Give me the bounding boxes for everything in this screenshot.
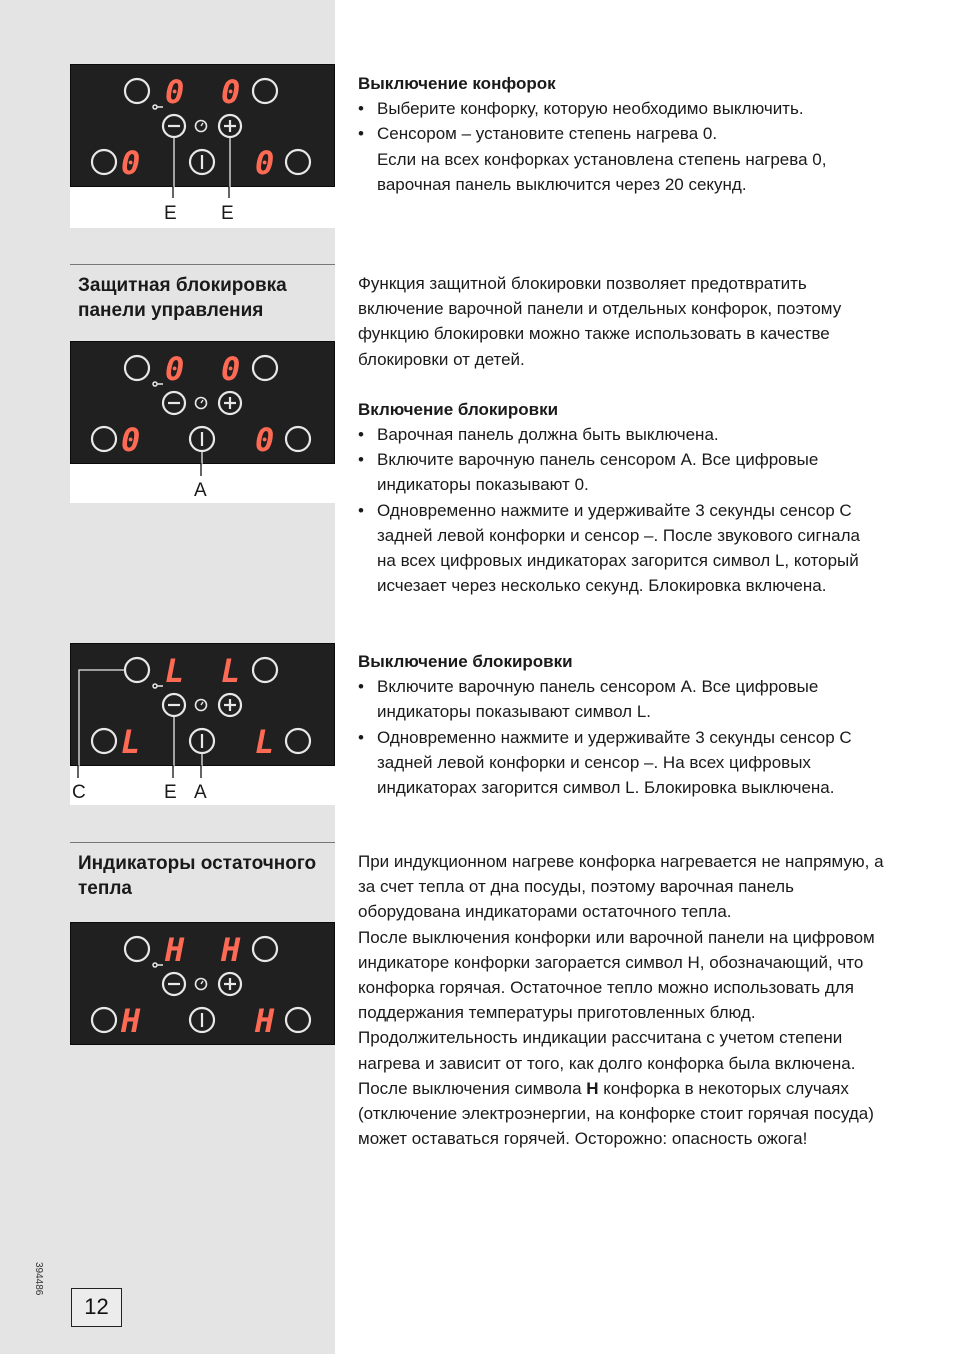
- lock-section-title: Защитная блокировка панели управления: [70, 264, 335, 323]
- callout-e-plus: E: [221, 203, 234, 224]
- lock-section: [358, 271, 898, 598]
- lock-on-bullet: • Варочная панель должна быть выключена.: [358, 422, 898, 447]
- burner-off-bullet: • Выберите конфорку, которую необходимо выключить.: [358, 96, 898, 121]
- digit-front-right: 0: [255, 421, 275, 459]
- residual-p2: После выключения конфорки или варочной панели на цифровом индикаторе конфорки загорается символ H, обозначающий, что конфорка горячая. Остаточное тепло можно использовать для поддержания температуры приготовленных блюд.: [358, 927, 875, 1023]
- residual-p3: Продолжительность индикации рассчитана с учетом степени нагрева и зависит от того, как долго конфорка была включена.: [358, 1028, 856, 1073]
- residual-section: [358, 849, 893, 1151]
- residual-section-title: Индикаторы остаточного тепла: [70, 842, 335, 901]
- digit-back-right: 0: [221, 73, 241, 111]
- digit-front-left: 0: [121, 144, 141, 182]
- lock-off-bullet: • Одновременно нажмите и удерживайте 3 секунды сенсор C задней левой конфорки и сенсор –. На всех цифровых индикаторах загорится символ L. Блокировка выключена.: [358, 725, 877, 801]
- digit-front-left: H: [121, 1002, 141, 1040]
- lock-on-heading: Включение блокировки: [358, 399, 559, 419]
- lock-on-bullet: • Включите варочную панель сенсором A. Все цифровые индикаторы показывают 0.: [358, 447, 857, 497]
- digit-back-left: 0: [165, 350, 185, 388]
- digit-back-right: L: [221, 652, 241, 690]
- digit-front-right: 0: [255, 144, 275, 182]
- burner-off-note: Если на всех конфорках установлена степень нагрева 0, варочная панель выключится через 20 секунд.: [377, 149, 827, 194]
- control-panel-diagram: [70, 341, 335, 464]
- lock-off-heading: Выключение блокировки: [358, 652, 573, 671]
- digit-back-right: H: [221, 931, 241, 969]
- digit-front-right: H: [255, 1002, 275, 1040]
- control-panel-diagram: [70, 643, 335, 766]
- callout-e-minus: E: [164, 203, 177, 224]
- digit-front-left: 0: [121, 421, 141, 459]
- lock-on-bullet: • Одновременно нажмите и удерживайте 3 секунды сенсор C задней левой конфорки и сенсор –. После звукового сигнала на всех цифровых индикаторах загорится символ L, который исчезает через несколько секунд. Блокировка включена.: [358, 498, 877, 599]
- control-panel-diagram: [70, 64, 335, 187]
- lock-off-bullet: • Включите варочную панель сенсором A. Все цифровые индикаторы показывают символ L.: [358, 674, 857, 724]
- lock-off-section: [358, 649, 898, 800]
- callout-e: E: [164, 782, 177, 803]
- control-panel-diagram: [70, 922, 335, 1045]
- page-number: 12: [71, 1288, 122, 1327]
- digit-back-left: 0: [165, 73, 185, 111]
- digit-front-left: L: [121, 723, 141, 761]
- callout-a: A: [194, 782, 207, 803]
- burner-off-bullet: • Сенсором – установите степень нагрева 0.: [358, 121, 898, 146]
- document-id: 394486: [33, 1262, 44, 1296]
- callout-a: A: [194, 480, 207, 501]
- lock-intro: Функция защитной блокировки позволяет предотвратить включение варочной панели и отдельных конфорок, поэтому функцию блокировки можно также использовать в качестве блокировки от детей.: [358, 274, 842, 369]
- residual-p1: При индукционном нагреве конфорка нагревается не напрямую, а за счет тепла от дна посуды, поэтому варочная панель оборудована индикаторами остаточного тепла.: [358, 852, 884, 922]
- digit-back-left: H: [165, 931, 185, 969]
- callout-c: C: [72, 782, 86, 803]
- digit-back-left: L: [165, 652, 185, 690]
- burner-off-heading: Выключение конфорок: [358, 74, 556, 93]
- burner-off-section: [358, 71, 898, 197]
- digit-front-right: L: [255, 723, 275, 761]
- digit-back-right: 0: [221, 350, 241, 388]
- residual-p4: После выключения символа H конфорка в некоторых случаях (отключение электроэнергии, на конфорке стоит горячая посуда) может оставаться горячей. Осторожно: опасность ожога!: [358, 1078, 874, 1149]
